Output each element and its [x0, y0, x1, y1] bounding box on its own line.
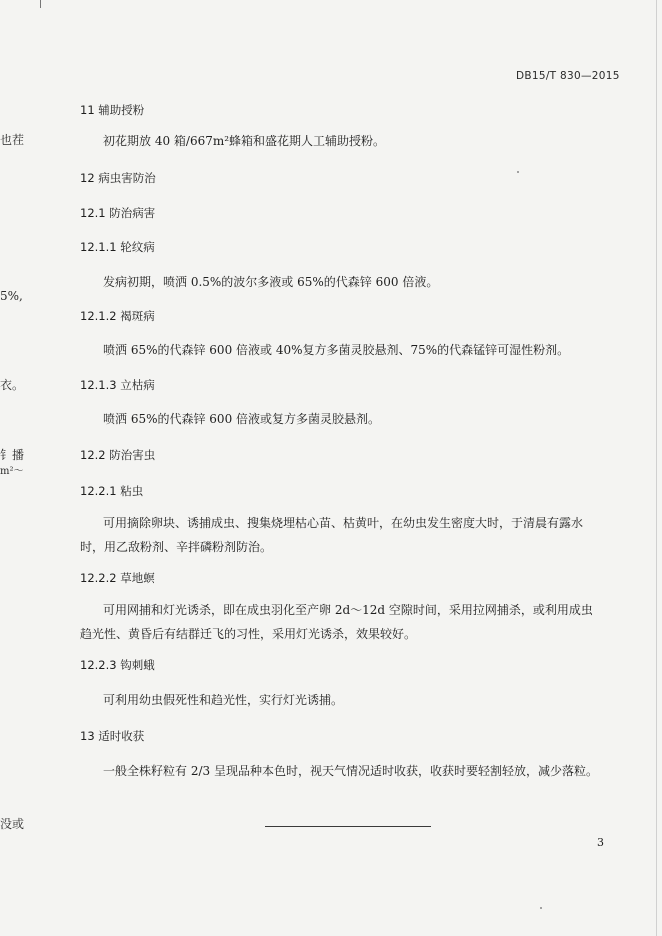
section-body: 可用摘除卵块、诱捕成虫、搜集烧埋枯心苗、枯黄叶，在幼虫发生密度大时，于清晨有露水时，用乙敌粉剂、辛拌磷粉剂防治。 [80, 516, 584, 554]
margin-fragment: 没或 [0, 817, 25, 831]
margin-fragment: 也茬 [0, 133, 25, 147]
section-body: 喷洒 65%的代森锌 600 倍液或复方多菌灵胶悬剂。 [103, 412, 381, 426]
section-heading: 12.1 防治病害 [80, 206, 156, 220]
section-heading: 12 病虫害防治 [80, 171, 156, 185]
section-heading: 12.2.1 粘虫 [80, 484, 144, 498]
section-heading: 12.2.2 草地螟 [80, 571, 155, 585]
section-body: 一般全株籽粒有 2/3 呈现品种本色时，视天气情况适时收获，收获时要轻割轻放，减少落粒。 [103, 764, 598, 778]
margin-fragment: 衣。 [0, 378, 25, 392]
section-heading: 11 辅助授粉 [80, 103, 145, 117]
section-heading: 12.2 防治害虫 [80, 448, 156, 462]
section-body: 喷洒 65%的代森锌 600 倍液或 40%复方多菌灵胶悬剂、75%的代森锰锌可湿性粉剂。 [103, 343, 570, 357]
section-heading: 12.1.1 轮纹病 [80, 240, 155, 254]
standard-code: DB15/T 830—2015 [516, 70, 620, 82]
section-heading: 12.1.3 立枯病 [80, 378, 155, 392]
section-body: 发病初期，喷洒 0.5%的波尔多液或 65%的代森锌 600 倍液。 [103, 275, 439, 289]
margin-fragment: m²～ [0, 466, 24, 477]
page-edge [656, 0, 657, 936]
footer-rule [265, 826, 431, 827]
section-heading: 12.2.3 钩刺蛾 [80, 658, 155, 672]
scan-speck [540, 907, 542, 909]
section-heading: 12.1.2 褐斑病 [80, 309, 155, 323]
page-number: 3 [597, 836, 604, 849]
section-body: 初花期放 40 箱/667m²蜂箱和盛花期人工辅助授粉。 [103, 134, 386, 148]
section-body: 可用网捕和灯光诱杀，即在成虫羽化至产卵 2d～12d 空隙时间，采用拉网捕杀，或利用成虫趋光性、黄昏后有结群迁飞的习性，采用灯光诱杀，效果较好。 [80, 603, 593, 641]
margin-fragment: 5%, [0, 289, 23, 303]
margin-fragment: 钅播 [0, 448, 25, 462]
scan-mark [40, 0, 41, 8]
section-heading: 13 适时收获 [80, 729, 145, 743]
section-body: 可利用幼虫假死性和趋光性，实行灯光诱捕。 [103, 693, 344, 707]
scan-speck [517, 171, 519, 173]
